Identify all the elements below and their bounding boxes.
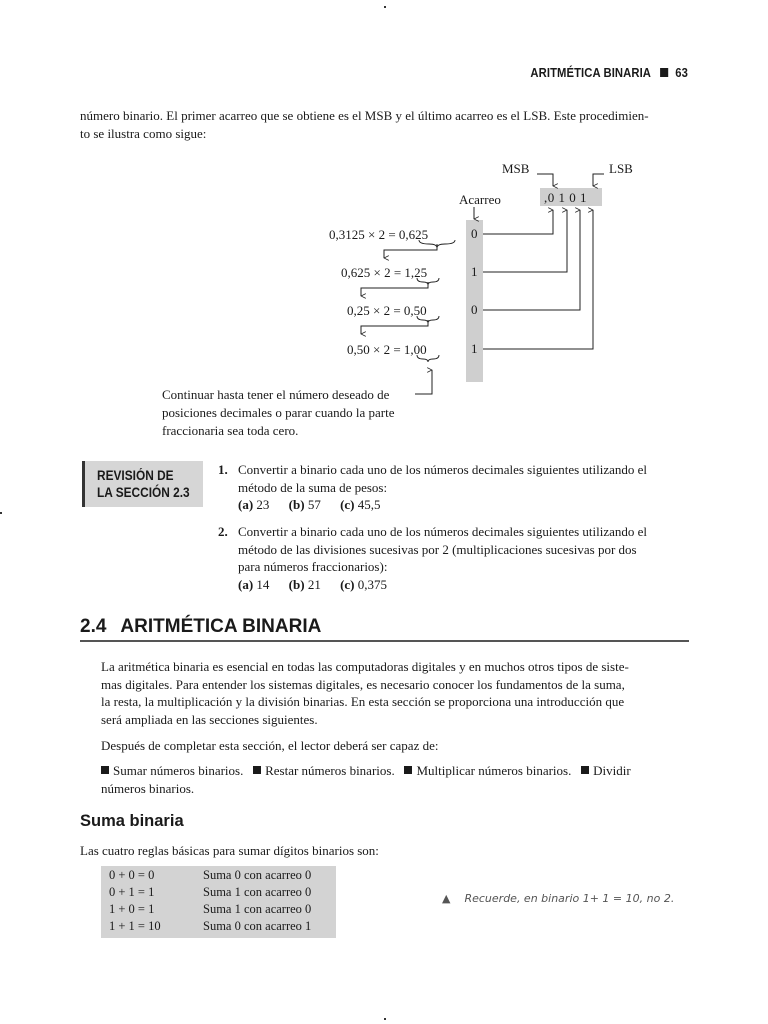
step-product: 1,00 [403, 342, 427, 357]
step-equation: 0,625 × 2 = [341, 265, 405, 280]
margin-note: ▲ Recuerde, en binario 1+ 1 = 10, no 2. [442, 892, 675, 905]
square-bullet-icon [660, 68, 668, 77]
text-line: mas digitales. Para entender los sistemas digitales, es necesario conocer los fundamentos de la suma, [101, 676, 625, 692]
question-line: para números fraccionarios): [238, 559, 388, 574]
square-bullet-icon [404, 766, 412, 774]
step-arrow [361, 320, 428, 334]
review-question-2 [218, 523, 690, 593]
section-number: 2.4 [80, 616, 107, 637]
text-line: será ampliada en las secciones siguientes. [101, 711, 318, 727]
subsection-heading: Suma binaria [80, 812, 184, 830]
subsection-intro: Las cuatro reglas básicas para sumar dígitos binarios son: [80, 843, 379, 858]
crop-mark [384, 6, 386, 8]
step-arrow [361, 282, 428, 296]
section-heading [80, 616, 321, 638]
caption-line: Continuar hasta tener el número deseado de [162, 387, 390, 402]
question-number: 1. [218, 462, 228, 477]
option: (b) 57 [288, 497, 321, 512]
step-equation: 0,3125 × 2 = [329, 227, 399, 242]
carry-digit: 1 [471, 264, 478, 279]
text-line: to se ilustra como sigue: [80, 125, 207, 141]
page-number: 63 [675, 66, 688, 80]
step-product: 0,50 [403, 303, 427, 318]
review-title-line: REVISIÓN DE [97, 468, 174, 483]
objective: Dividir [581, 763, 631, 778]
square-bullet-icon [101, 766, 109, 774]
review-question-1 [218, 461, 690, 514]
connector-2 [483, 210, 567, 272]
addition-rules-table: 0 + 0 = 0 Suma 0 con acarreo 0 0 + 1 = 1 Suma 1 con acarreo 0 1 + 0 = 1 Suma 1 con acarreo 0 1 + 1 = 10 Suma 0 con acarreo 1 [101, 866, 336, 938]
diagram-connectors [0, 150, 768, 450]
msb-arrow [537, 174, 553, 186]
step-equation: 0,50 × 2 = [347, 342, 404, 357]
step-product: 1,25 [404, 265, 428, 280]
carry-digit: 1 [471, 341, 478, 356]
section-review-box [82, 461, 203, 507]
carry-label: Acarreo [459, 192, 501, 207]
square-bullet-icon [581, 766, 589, 774]
text-line: la resta, la multiplicación y la división binarias. En esta sección se proporciona una introducción que [101, 694, 625, 709]
option: (c) 0,375 [340, 576, 387, 592]
review-title-line: LA SECCIÓN 2.3 [97, 485, 190, 500]
carry-digit: 0 [471, 226, 478, 241]
square-bullet-icon [253, 766, 261, 774]
body-paragraph [101, 658, 691, 728]
body-paragraph: Después de completar esta sección, el lector deberá ser capaz de: [101, 738, 439, 753]
triangle-icon: ▲ [442, 892, 451, 905]
carry-digit: 0 [471, 302, 478, 317]
objective: Multiplicar números binarios. [404, 763, 571, 778]
objective: Restar números binarios. [253, 763, 395, 778]
lsb-arrow [593, 174, 604, 186]
objectives-list [101, 762, 691, 797]
binary-result: ,0 1 0 1 [544, 190, 587, 205]
fraction-conversion-diagram [0, 150, 768, 450]
crop-mark [0, 512, 2, 514]
brace [417, 316, 439, 323]
option: (a) 23 [238, 497, 270, 512]
objective-continuation: números binarios. [101, 780, 195, 796]
brace [417, 355, 439, 362]
question-line: Convertir a binario cada uno de los números decimales siguientes utilizando el [238, 462, 648, 477]
connector-1 [483, 210, 553, 234]
section-rule [80, 640, 689, 642]
msb-label: MSB [502, 161, 530, 176]
lsb-label: LSB [609, 161, 633, 176]
objective: Sumar números binarios. [101, 763, 243, 778]
question-line: método de la suma de pesos: [238, 479, 388, 495]
caption-arrow [415, 370, 432, 394]
question-number: 2. [218, 524, 228, 539]
question-line: método de las divisiones sucesivas por 2 (multiplicaciones sucesivas por dos [238, 541, 637, 557]
crop-mark [384, 1018, 386, 1020]
option: (a) 14 [238, 576, 270, 592]
connector-4 [483, 210, 593, 349]
step-product: 0,625 [398, 227, 429, 242]
intro-paragraph [80, 107, 690, 142]
running-title: ARITMÉTICA BINARIA [530, 66, 652, 80]
question-line: Convertir a binario cada uno de los números decimales siguientes utilizando el [238, 524, 648, 539]
question-options [238, 496, 690, 514]
text-line: La aritmética binaria es esencial en todas las computadoras digitales y en muchos otros tipos de siste- [101, 659, 629, 674]
question-options [238, 576, 690, 594]
step-equation: 0,25 × 2 = [347, 303, 404, 318]
step-arrow [384, 244, 437, 258]
option: (c) 45,5 [340, 497, 381, 512]
connector-3 [483, 210, 580, 310]
option: (b) 21 [288, 576, 321, 592]
review-title [97, 467, 190, 501]
caption-line: fraccionaria sea toda cero. [162, 423, 299, 438]
text-line: número binario. El primer acarreo que se obtiene es el MSB y el último acarreo es el LSB. Este procedimien- [80, 108, 649, 123]
running-head [501, 66, 688, 80]
caption-line: posiciones decimales o parar cuando la parte [162, 405, 395, 420]
brace [417, 278, 439, 285]
section-title: ARITMÉTICA BINARIA [120, 616, 322, 637]
